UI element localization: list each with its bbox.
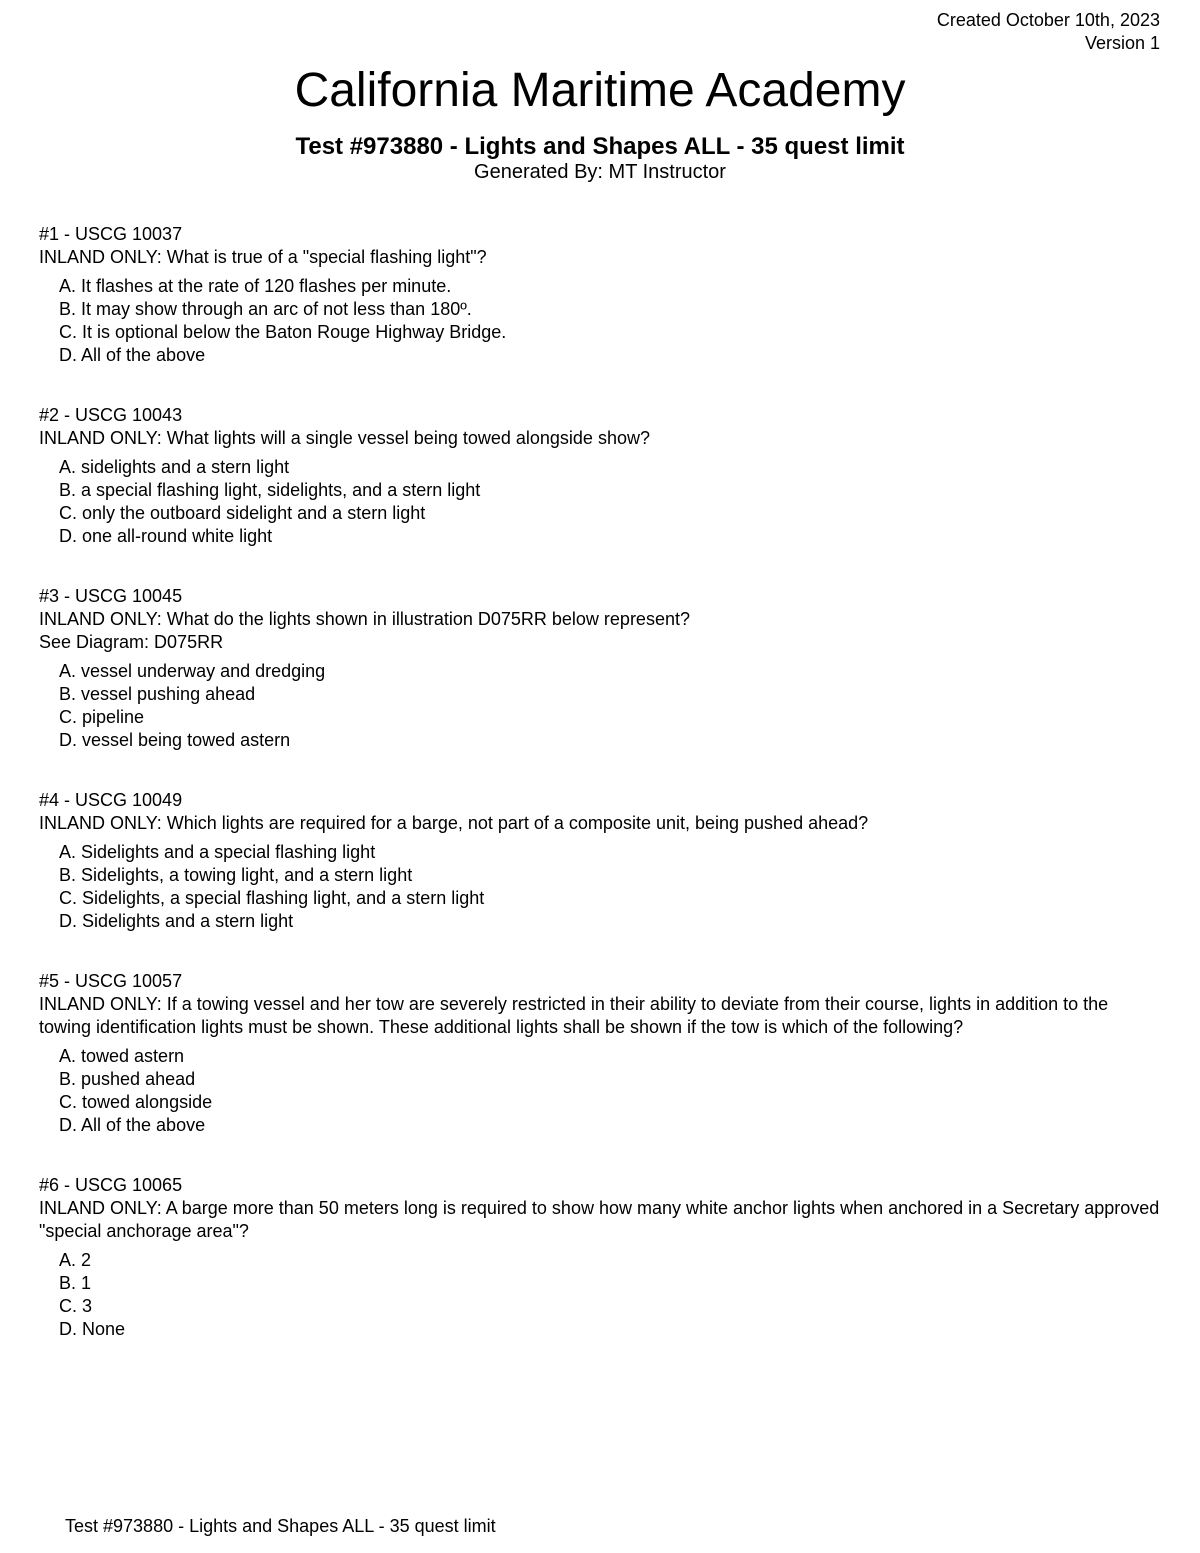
question-header: #5 - USCG 10057: [39, 971, 183, 991]
answer-option: C. 3: [59, 1296, 93, 1316]
answer-list: [39, 660, 1164, 752]
answer-option: B. Sidelights, a towing light, and a stern light: [59, 865, 413, 885]
question-2: [39, 404, 1164, 548]
question-text: INLAND ONLY: What lights will a single vessel being towed alongside show?: [39, 428, 650, 448]
test-title: Test #973880 - Lights and Shapes ALL - 35 quest limit: [295, 133, 905, 160]
question-3: [39, 585, 1164, 752]
document-meta: [937, 9, 1160, 55]
version-label: Version 1: [1084, 33, 1160, 53]
answer-option: C. pipeline: [59, 707, 145, 727]
answer-option: B. a special flashing light, sidelights, and a stern light: [59, 480, 481, 500]
question-6: [39, 1174, 1164, 1341]
question-header: #2 - USCG 10043: [39, 405, 183, 425]
question-header: #4 - USCG 10049: [39, 790, 183, 810]
answer-list: [39, 456, 1164, 548]
answer-option: B. 1: [59, 1273, 92, 1293]
answer-option: D. vessel being towed astern: [59, 730, 291, 750]
answer-option: B. pushed ahead: [59, 1069, 196, 1089]
question-text: INLAND ONLY: What do the lights shown in illustration D075RR below represent?: [39, 609, 690, 629]
answer-option: C. only the outboard sidelight and a stern light: [59, 503, 426, 523]
answer-option: D. All of the above: [59, 345, 206, 365]
question-text: INLAND ONLY: A barge more than 50 meters long is required to show how many white anchor lights when anchored in a Secretary approved "special anchorage area"?: [39, 1198, 1160, 1241]
question-4: [39, 789, 1164, 933]
question-header: #6 - USCG 10065: [39, 1175, 183, 1195]
created-date: Created October 10th, 2023: [936, 10, 1160, 30]
question-5: [39, 970, 1164, 1137]
answer-option: C. towed alongside: [59, 1092, 213, 1112]
answer-option: D. None: [59, 1319, 126, 1339]
answer-option: C. Sidelights, a special flashing light, and a stern light: [59, 888, 485, 908]
answer-list: [39, 841, 1164, 933]
diagram-reference: See Diagram: D075RR: [39, 632, 224, 652]
page-footer: Test #973880 - Lights and Shapes ALL - 35 quest limit: [65, 1516, 496, 1536]
question-text: INLAND ONLY: Which lights are required for a barge, not part of a composite unit, being pushed ahead?: [39, 813, 869, 833]
answer-list: [39, 275, 1164, 367]
answer-option: B. It may show through an arc of not less than 180º.: [59, 299, 472, 319]
answer-option: B. vessel pushing ahead: [59, 684, 256, 704]
answer-option: A. Sidelights and a special flashing light: [59, 842, 376, 862]
answer-option: D. Sidelights and a stern light: [59, 911, 294, 931]
question-header: #1 - USCG 10037: [39, 224, 183, 244]
generated-by: Generated By: MT Instructor: [474, 161, 726, 183]
answer-option: D. one all-round white light: [59, 526, 273, 546]
question-1: [39, 223, 1164, 367]
answer-option: A. vessel underway and dredging: [59, 661, 326, 681]
answer-option: A. 2: [59, 1250, 92, 1270]
question-header: #3 - USCG 10045: [39, 586, 183, 606]
answer-list: [39, 1045, 1164, 1137]
question-text: INLAND ONLY: If a towing vessel and her tow are severely restricted in their ability to deviate from their course, lights in addition to the towing identification lights must be shown. These additional lights shall be shown if the tow is which of the following?: [39, 994, 1109, 1037]
answer-option: A. towed astern: [59, 1046, 185, 1066]
answer-option: D. All of the above: [59, 1115, 206, 1135]
answer-option: A. sidelights and a stern light: [59, 457, 290, 477]
question-list: [39, 223, 1164, 1378]
question-text: INLAND ONLY: What is true of a "special flashing light"?: [39, 247, 487, 267]
answer-option: A. It flashes at the rate of 120 flashes per minute.: [59, 276, 452, 296]
answer-list: [39, 1249, 1164, 1341]
school-title: California Maritime Academy: [294, 64, 906, 117]
answer-option: C. It is optional below the Baton Rouge Highway Bridge.: [59, 322, 507, 342]
